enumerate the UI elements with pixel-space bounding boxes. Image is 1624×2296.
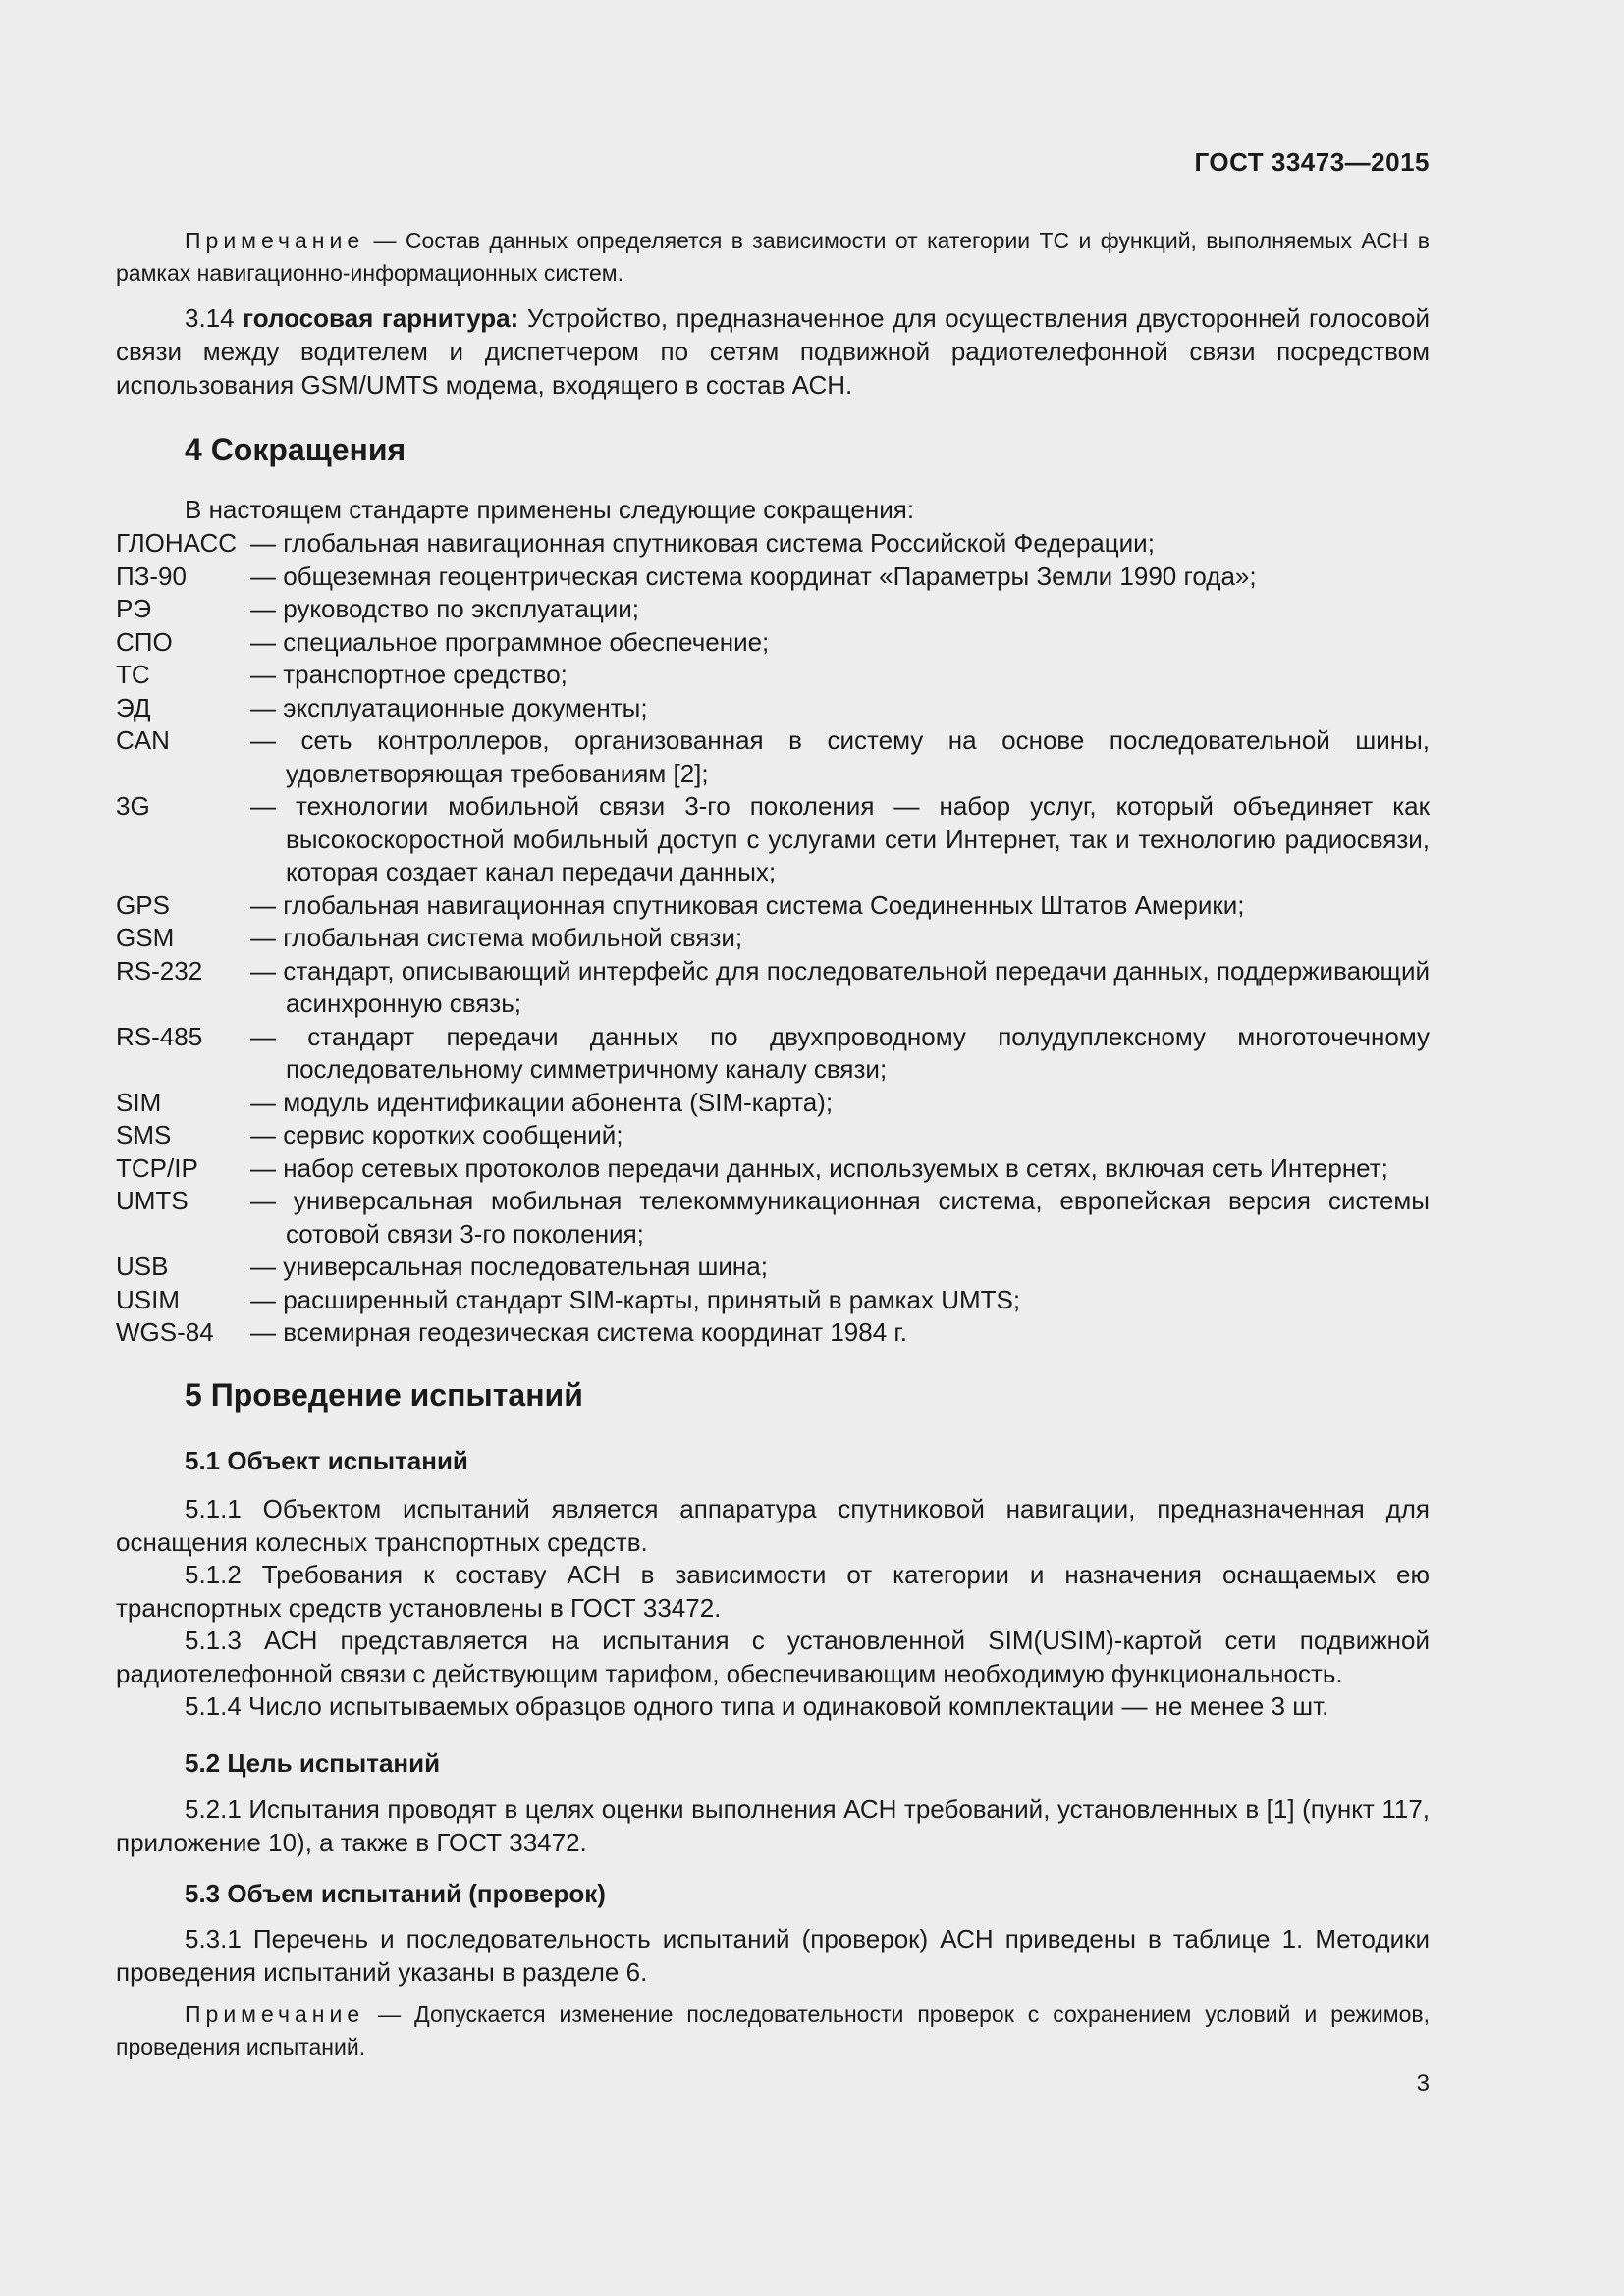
clause-5-2-1: 5.2.1 Испытания проводят в целях оценки выполнения АСН требований, установленных в [1] (пункт 117, приложение 10), а также в ГОСТ 33472.: [116, 1794, 1430, 1857]
abbreviation-term: WGS-84: [116, 1317, 214, 1347]
note-text: — Состав данных определяется в зависимости от категории ТС и функций, выполняемых АСН в рамках навигационно-информационных систем.: [116, 228, 1430, 286]
abbreviation-row: [116, 1185, 1430, 1251]
clause-3-14: [116, 301, 1430, 401]
note-label: Примечание: [185, 228, 365, 253]
note-label: Примечание: [185, 2002, 365, 2027]
subsection-5-1-heading: 5.1 Объект испытаний: [185, 1446, 468, 1475]
abbreviation-row: [116, 922, 1430, 955]
abbreviation-term: SMS: [116, 1120, 172, 1149]
note-test-order: [116, 1999, 1430, 2063]
abbreviation-row: [116, 561, 1430, 594]
abbreviation-term: SIM: [116, 1087, 162, 1117]
abbreviation-row: [116, 724, 1430, 790]
abbreviation-definition: — руководство по эксплуатации;: [250, 594, 639, 623]
abbreviation-definition: — сеть контроллеров, организованная в систему на основе последовательной шины, удовлетворяющая требованиям [2];: [250, 725, 1430, 788]
abbreviation-term: 3G: [116, 791, 150, 821]
abbreviation-row: [116, 889, 1430, 923]
abbreviation-definition: — расширенный стандарт SIM-карты, принятый в рамках UMTS;: [250, 1284, 1021, 1314]
abbreviation-definition: — транспортное средство;: [250, 660, 568, 689]
abbreviation-definition: — стандарт, описывающий интерфейс для последовательной передачи данных, поддерживающий асинхронную связь;: [250, 955, 1430, 1018]
section-4-heading: 4 Сокращения: [185, 432, 406, 467]
abbreviation-definition: — технологии мобильной связи 3-го поколения — набор услуг, который объединяет как высокоскоростной мобильный доступ с услугами сети Интернет, так и технологию радиосвязи, которая создает канал передачи данных;: [250, 791, 1430, 886]
abbreviation-definition: — универсальная последовательная шина;: [250, 1252, 768, 1281]
abbreviation-definition: — универсальная мобильная телекоммуникационная система, европейская версия системы сотовой связи 3-го поколения;: [250, 1186, 1430, 1249]
clause-5-1-3: 5.1.3 АСН представляется на испытания с установленной SIM(USIM)-картой сети подвижной радиотелефонной связи с действующим тарифом, обеспечивающим необходимую функциональность.: [116, 1626, 1430, 1688]
abbreviation-definition: — глобальная система мобильной связи;: [250, 923, 743, 952]
abbreviation-row: [116, 1284, 1430, 1317]
abbreviation-row: [116, 1119, 1430, 1152]
abbreviation-row: [116, 955, 1430, 1021]
subsection-5-3-heading: 5.3 Объем испытаний (проверок): [185, 1879, 606, 1908]
abbreviation-term: USB: [116, 1252, 169, 1281]
clause-5-1-2: 5.1.2 Требования к составу АСН в зависимости от категории и назначения оснащаемых ею транспортных средств установлены в ГОСТ 33472.: [116, 1560, 1430, 1623]
abbreviation-term: RS-485: [116, 1021, 203, 1051]
abbreviation-definition: — общеземная геоцентрическая система координат «Параметры Земли 1990 года»;: [250, 561, 1257, 591]
abbreviation-definition: — эксплуатационные документы;: [250, 692, 648, 722]
abbreviation-definition: — модуль идентификации абонента (SIM-карта);: [250, 1087, 834, 1117]
abbreviation-term: ТС: [116, 660, 150, 689]
abbreviation-term: ЭД: [116, 692, 151, 722]
abbreviation-definition: — глобальная навигационная спутниковая система Российской Федерации;: [250, 528, 1155, 558]
abbreviation-term: USIM: [116, 1284, 180, 1314]
abbreviation-definition: — сервис коротких сообщений;: [250, 1120, 623, 1149]
abbreviation-definition: — всемирная геодезическая система координат 1984 г.: [250, 1317, 907, 1347]
abbreviation-row: [116, 1152, 1430, 1186]
abbreviation-term: UMTS: [116, 1186, 189, 1215]
abbreviation-row: [116, 1087, 1430, 1120]
abbreviation-term: ПЗ-90: [116, 561, 187, 591]
abbreviation-definition: — специальное программное обеспечение;: [250, 626, 770, 657]
clause-5-1-4: 5.1.4 Число испытываемых образцов одного типа и одинаковой комплектации — не менее 3 шт.: [185, 1691, 1329, 1721]
abbreviations-list: [116, 527, 1430, 1350]
abbreviation-term: GPS: [116, 889, 170, 920]
abbreviation-term: РЭ: [116, 594, 152, 623]
clause-number: 3.14: [185, 303, 244, 333]
document-header: ГОСТ 33473—2015: [1194, 147, 1430, 177]
clause-text: Устройство, предназначенное для осуществления двусторонней голосовой связи между водителем и диспетчером по сетям подвижной радиотелефонной связи посредством использования GSM/UMTS модема, входящего в состав АСН.: [116, 303, 1430, 400]
abbreviation-definition: — глобальная навигационная спутниковая система Соединенных Штатов Америки;: [250, 889, 1245, 920]
abbreviation-row: [116, 527, 1430, 561]
clause-term: голосовая гарнитура:: [243, 303, 519, 333]
abbreviation-row: [116, 593, 1430, 626]
abbreviation-row: [116, 1021, 1430, 1087]
abbreviation-row: [116, 659, 1430, 692]
clause-5-3-1: 5.3.1 Перечень и последовательность испытаний (проверок) АСН приведены в таблице 1. Методики проведения испытаний указаны в разделе 6.: [116, 1924, 1430, 1987]
abbreviation-row: [116, 1251, 1430, 1284]
page-number: 3: [1416, 2070, 1430, 2097]
abbreviation-term: CAN: [116, 725, 170, 755]
abbreviation-definition: — стандарт передачи данных по двухпроводному полудуплексному многоточечному последовательному симметричному каналу связи;: [250, 1021, 1430, 1084]
abbreviation-row: [116, 790, 1430, 889]
abbreviation-row: [116, 1316, 1430, 1350]
note-text: — Допускается изменение последовательности проверок с сохранением условий и режимов, проведения испытаний.: [116, 2002, 1430, 2059]
section-5-heading: 5 Проведение испытаний: [185, 1377, 583, 1413]
abbreviations-intro: В настоящем стандарте применены следующие сокращения:: [185, 495, 915, 524]
abbreviation-row: [116, 692, 1430, 725]
note-composition: [116, 225, 1430, 290]
abbreviation-term: GSM: [116, 923, 175, 952]
abbreviation-term: СПО: [116, 626, 173, 657]
abbreviation-definition: — набор сетевых протоколов передачи данных, используемых в сетях, включая сеть Интернет;: [250, 1152, 1388, 1183]
abbreviation-row: [116, 626, 1430, 660]
abbreviation-term: ГЛОНАСС: [116, 528, 238, 558]
abbreviation-term: TCP/IP: [116, 1152, 198, 1183]
abbreviation-term: RS-232: [116, 955, 203, 986]
clause-5-1-1: 5.1.1 Объектом испытаний является аппаратура спутниковой навигации, предназначенная для оснащения колесных транспортных средств.: [116, 1494, 1430, 1557]
subsection-5-2-heading: 5.2 Цель испытаний: [185, 1748, 441, 1778]
